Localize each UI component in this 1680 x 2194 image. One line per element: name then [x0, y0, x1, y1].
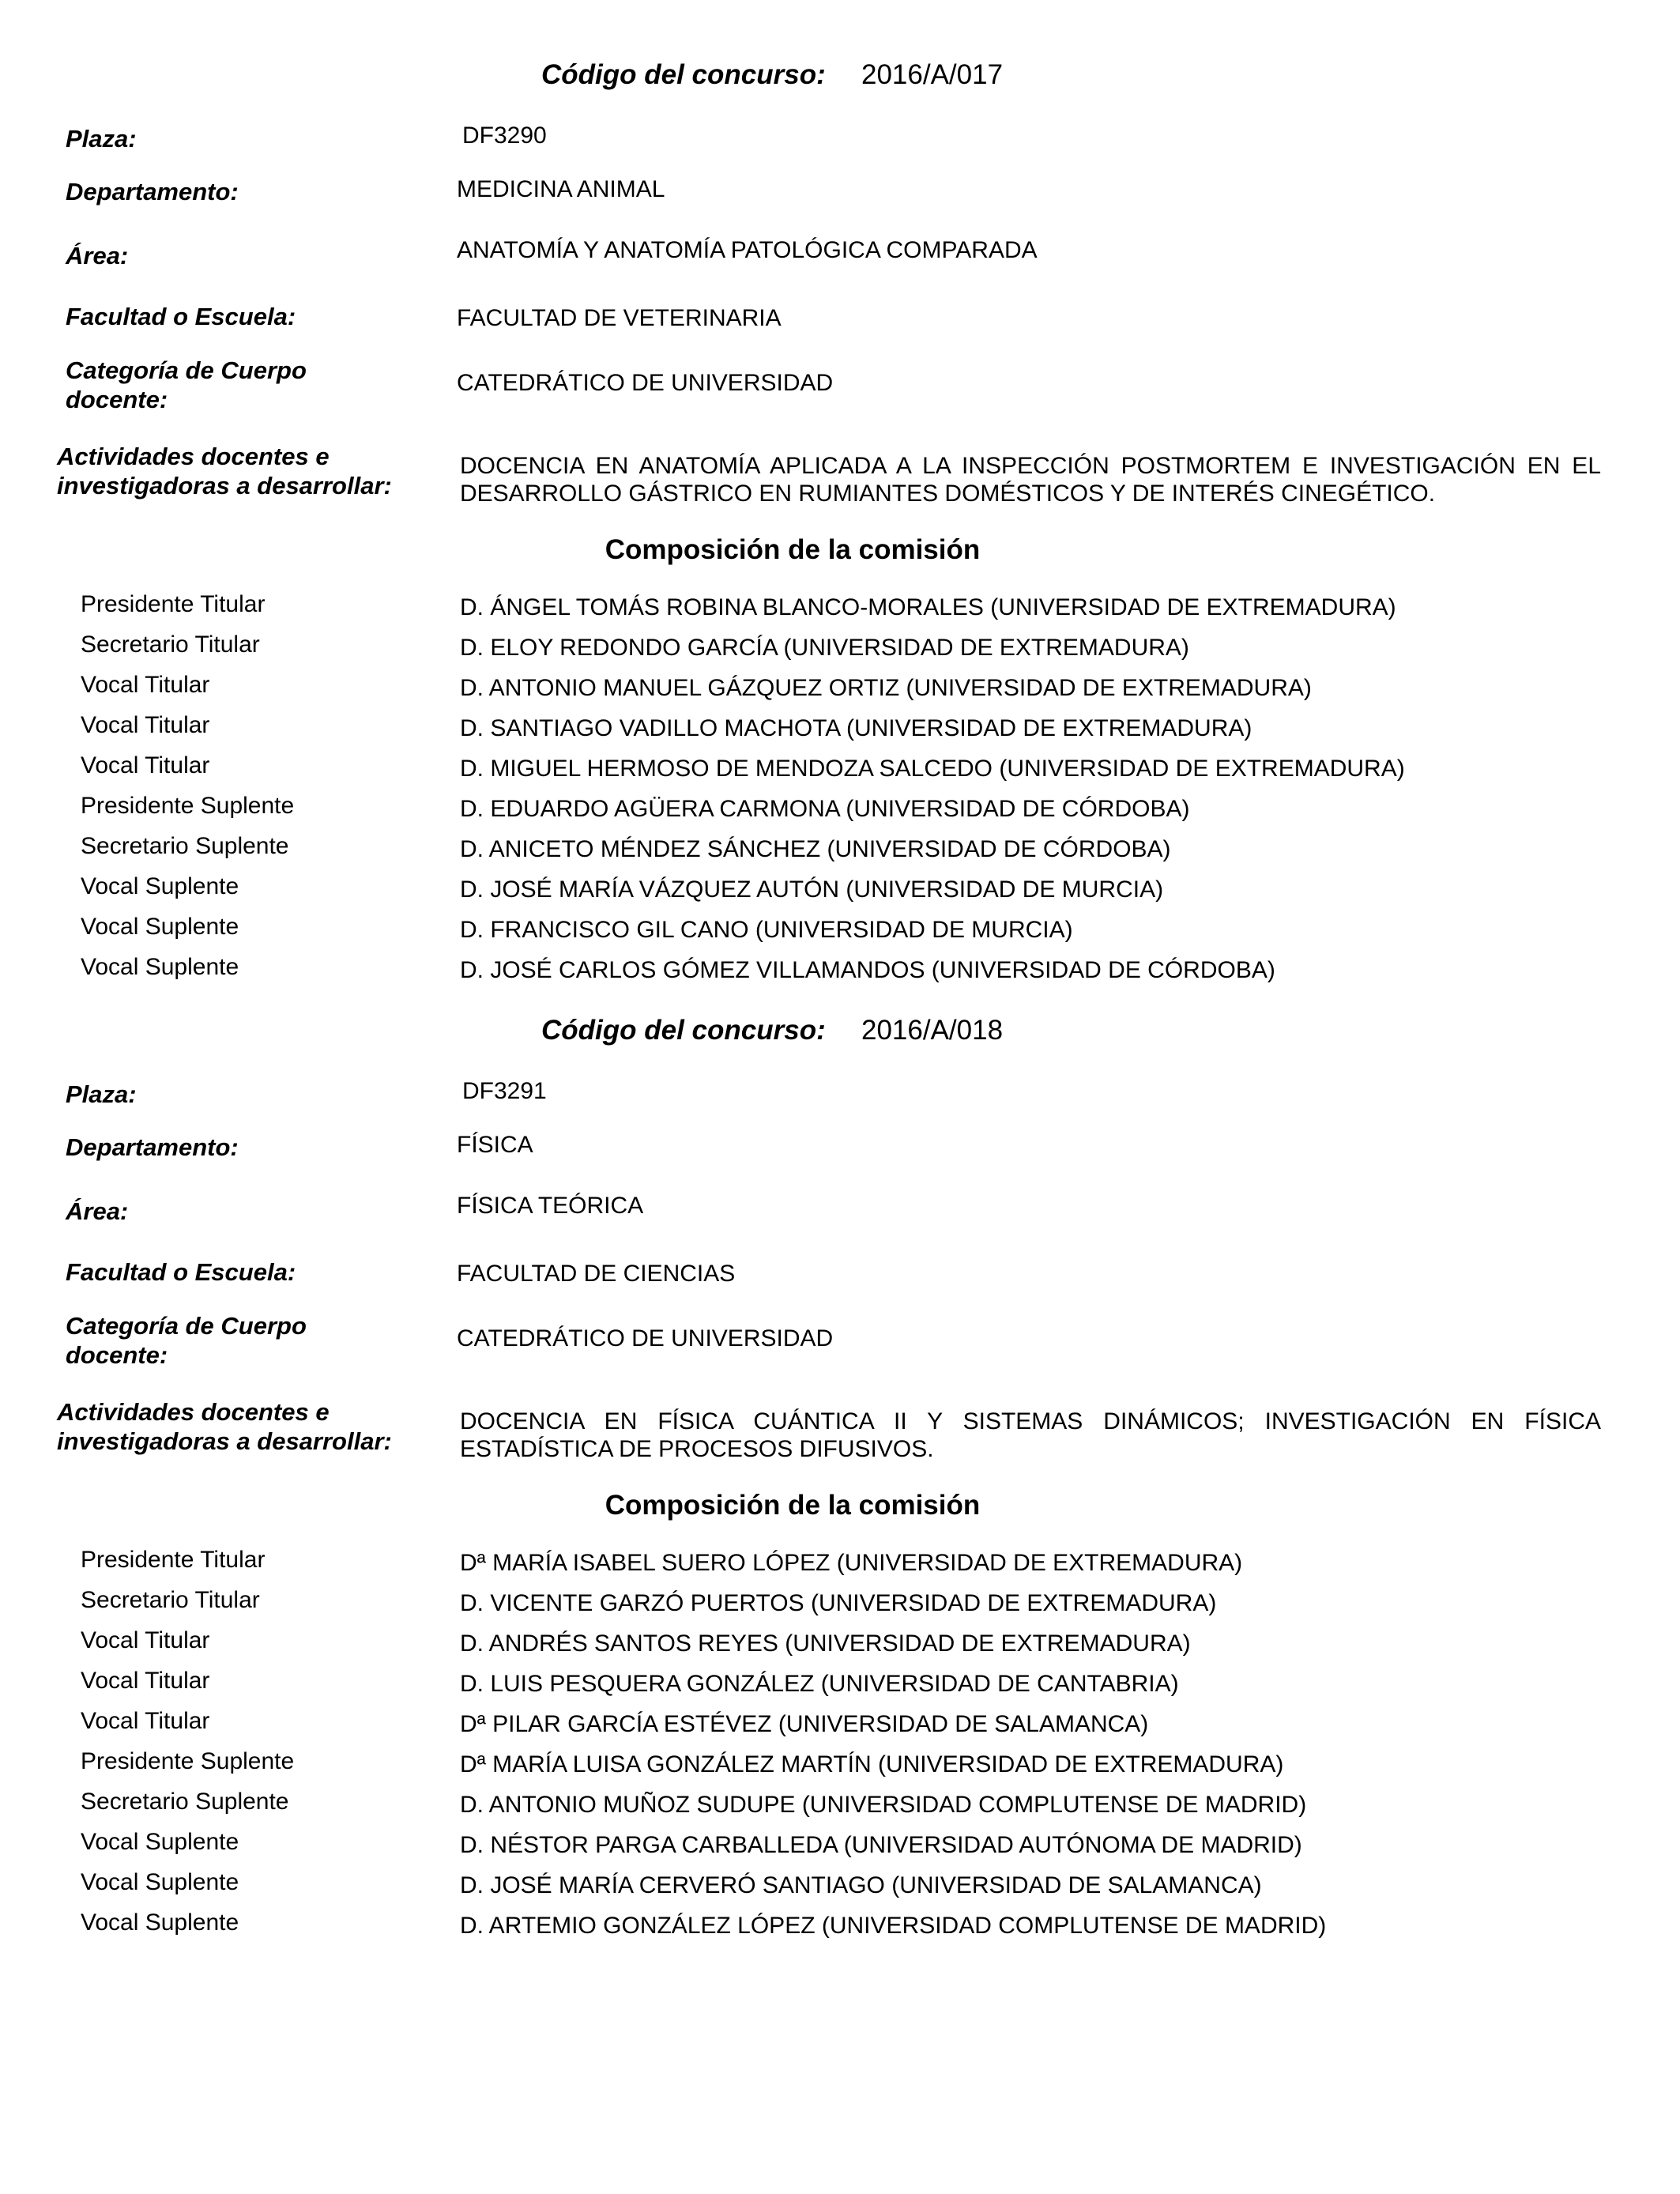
member-role: Vocal Suplente [81, 1909, 239, 1936]
member-role: Vocal Suplente [81, 1869, 239, 1895]
comision-row [0, 1789, 1680, 1829]
member-name: D. ANTONIO MANUEL GÁZQUEZ ORTIZ (UNIVERSIDAD DE EXTREMADURA) [460, 675, 1312, 701]
composicion-title: Composición de la comisión [605, 534, 981, 565]
member-name: D. FRANCISCO GIL CANO (UNIVERSIDAD DE MURCIA) [460, 917, 1073, 943]
member-role: Vocal Titular [81, 672, 210, 698]
comision-row [0, 914, 1680, 954]
member-name: D. SANTIAGO VADILLO MACHOTA (UNIVERSIDAD DE EXTREMADURA) [460, 715, 1252, 741]
categoria-label-line: docente: [66, 1341, 168, 1369]
comision-row [0, 1869, 1680, 1909]
departamento-value: FÍSICA [457, 1132, 533, 1158]
comision-row [0, 1587, 1680, 1627]
member-role: Vocal Titular [81, 1708, 210, 1734]
facultad-label: Facultad o Escuela: [66, 303, 296, 330]
area-label: Área: [66, 242, 129, 270]
member-name: Dª MARÍA ISABEL SUERO LÓPEZ (UNIVERSIDAD DE EXTREMADURA) [460, 1550, 1243, 1576]
comision-row [0, 752, 1680, 793]
departamento-label: Departamento: [66, 1133, 239, 1161]
member-role: Secretario Titular [81, 1587, 260, 1613]
facultad-label: Facultad o Escuela: [66, 1258, 296, 1286]
codigo-value: 2016/A/018 [861, 1015, 1004, 1046]
member-role: Vocal Titular [81, 752, 210, 778]
member-name: D. EDUARDO AGÜERA CARMONA (UNIVERSIDAD DE CÓRDOBA) [460, 796, 1190, 822]
member-role: Secretario Suplente [81, 833, 289, 859]
member-role: Vocal Titular [81, 1627, 210, 1653]
member-role: Secretario Suplente [81, 1789, 289, 1815]
actividades-label [57, 1397, 392, 1456]
actividades-label [57, 442, 392, 500]
categoria-label-line: Categoría de Cuerpo [66, 1312, 307, 1340]
codigo-label: Código del concurso: [541, 1015, 826, 1046]
area-label: Área: [66, 1197, 129, 1225]
composicion-title: Composición de la comisión [605, 1490, 981, 1521]
plaza-value: DF3290 [462, 123, 547, 149]
departamento-label: Departamento: [66, 178, 239, 205]
member-name: D. ARTEMIO GONZÁLEZ LÓPEZ (UNIVERSIDAD COMPLUTENSE DE MADRID) [460, 1913, 1327, 1939]
categoria-label-line: Categoría de Cuerpo [66, 356, 307, 384]
member-name: D. LUIS PESQUERA GONZÁLEZ (UNIVERSIDAD DE CANTABRIA) [460, 1671, 1179, 1697]
comision-row [0, 1829, 1680, 1869]
codigo-value: 2016/A/017 [861, 59, 1004, 90]
member-role: Presidente Suplente [81, 793, 295, 819]
member-role: Presidente Titular [81, 1547, 266, 1573]
comision-row [0, 1627, 1680, 1668]
comision-row [0, 1708, 1680, 1748]
comision-row [0, 1909, 1680, 1950]
member-name: D. ANICETO MÉNDEZ SÁNCHEZ (UNIVERSIDAD DE CÓRDOBA) [460, 836, 1171, 862]
member-name: D. JOSÉ MARÍA VÁZQUEZ AUTÓN (UNIVERSIDAD DE MURCIA) [460, 876, 1164, 903]
member-name: Dª MARÍA LUISA GONZÁLEZ MARTÍN (UNIVERSIDAD DE EXTREMADURA) [460, 1751, 1284, 1777]
comision-row [0, 672, 1680, 712]
member-role: Vocal Suplente [81, 873, 239, 899]
member-role: Vocal Titular [81, 712, 210, 738]
member-name: D. ANTONIO MUÑOZ SUDUPE (UNIVERSIDAD COMPLUTENSE DE MADRID) [460, 1792, 1307, 1818]
concurso-section [0, 0, 1680, 983]
concurso-section [0, 956, 1680, 1939]
comision-row [0, 591, 1680, 631]
member-name: D. ANDRÉS SANTOS REYES (UNIVERSIDAD DE EXTREMADURA) [460, 1630, 1191, 1657]
plaza-label: Plaza: [66, 1080, 137, 1108]
comision-row [0, 873, 1680, 914]
actividades-label-line: Actividades docentes e [57, 1398, 330, 1426]
categoria-value: CATEDRÁTICO DE UNIVERSIDAD [457, 1325, 834, 1351]
member-name: D. JOSÉ MARÍA CERVERÓ SANTIAGO (UNIVERSIDAD DE SALAMANCA) [460, 1872, 1262, 1898]
actividades-value: DOCENCIA EN ANATOMÍA APLICADA A LA INSPECCIÓN POSTMORTEM E INVESTIGACIÓN EN EL DESARROLLO GÁSTRICO EN RUMIANTES DOMÉSTICOS Y DE INTERÉS CINEGÉTICO. [460, 453, 1601, 507]
codigo-label: Código del concurso: [541, 59, 826, 90]
departamento-value: MEDICINA ANIMAL [457, 176, 665, 202]
member-role: Presidente Titular [81, 591, 266, 617]
member-name: D. NÉSTOR PARGA CARBALLEDA (UNIVERSIDAD AUTÓNOMA DE MADRID) [460, 1832, 1302, 1858]
member-name: D. VICENTE GARZÓ PUERTOS (UNIVERSIDAD DE EXTREMADURA) [460, 1590, 1217, 1616]
comision-row [0, 631, 1680, 672]
member-name: Dª PILAR GARCÍA ESTÉVEZ (UNIVERSIDAD DE SALAMANCA) [460, 1711, 1149, 1737]
plaza-label: Plaza: [66, 125, 137, 153]
comision-row [0, 1668, 1680, 1708]
comision-row [0, 712, 1680, 752]
comision-row [0, 1547, 1680, 1587]
categoria-value: CATEDRÁTICO DE UNIVERSIDAD [457, 370, 834, 396]
facultad-value: FACULTAD DE VETERINARIA [457, 305, 782, 331]
member-name: D. MIGUEL HERMOSO DE MENDOZA SALCEDO (UNIVERSIDAD DE EXTREMADURA) [460, 756, 1405, 782]
comision-row [0, 1748, 1680, 1789]
categoria-label [66, 356, 307, 414]
member-role: Vocal Suplente [81, 1829, 239, 1855]
member-role: Presidente Suplente [81, 1748, 295, 1774]
actividades-value: DOCENCIA EN FÍSICA CUÁNTICA II Y SISTEMAS DINÁMICOS; INVESTIGACIÓN EN FÍSICA ESTADÍSTICA DE PROCESOS DIFUSIVOS. [460, 1408, 1601, 1462]
actividades-label-line: investigadoras a desarrollar: [57, 1427, 392, 1455]
comision-row [0, 793, 1680, 833]
area-value: ANATOMÍA Y ANATOMÍA PATOLÓGICA COMPARADA [457, 237, 1038, 263]
member-name: D. ÁNGEL TOMÁS ROBINA BLANCO-MORALES (UNIVERSIDAD DE EXTREMADURA) [460, 594, 1396, 620]
member-role: Vocal Suplente [81, 954, 239, 980]
comision-list [0, 591, 1680, 994]
member-role: Vocal Suplente [81, 914, 239, 940]
facultad-value: FACULTAD DE CIENCIAS [457, 1261, 736, 1287]
actividades-label-line: investigadoras a desarrollar: [57, 472, 392, 499]
member-role: Secretario Titular [81, 631, 260, 658]
comision-list [0, 1547, 1680, 1950]
comision-row [0, 833, 1680, 873]
member-name: D. ELOY REDONDO GARCÍA (UNIVERSIDAD DE EXTREMADURA) [460, 635, 1189, 661]
member-name: D. JOSÉ CARLOS GÓMEZ VILLAMANDOS (UNIVERSIDAD DE CÓRDOBA) [460, 957, 1275, 983]
area-value: FÍSICA TEÓRICA [457, 1193, 644, 1219]
categoria-label [66, 1311, 307, 1370]
plaza-value: DF3291 [462, 1078, 547, 1104]
categoria-label-line: docente: [66, 386, 168, 413]
member-role: Vocal Titular [81, 1668, 210, 1694]
actividades-label-line: Actividades docentes e [57, 443, 330, 470]
